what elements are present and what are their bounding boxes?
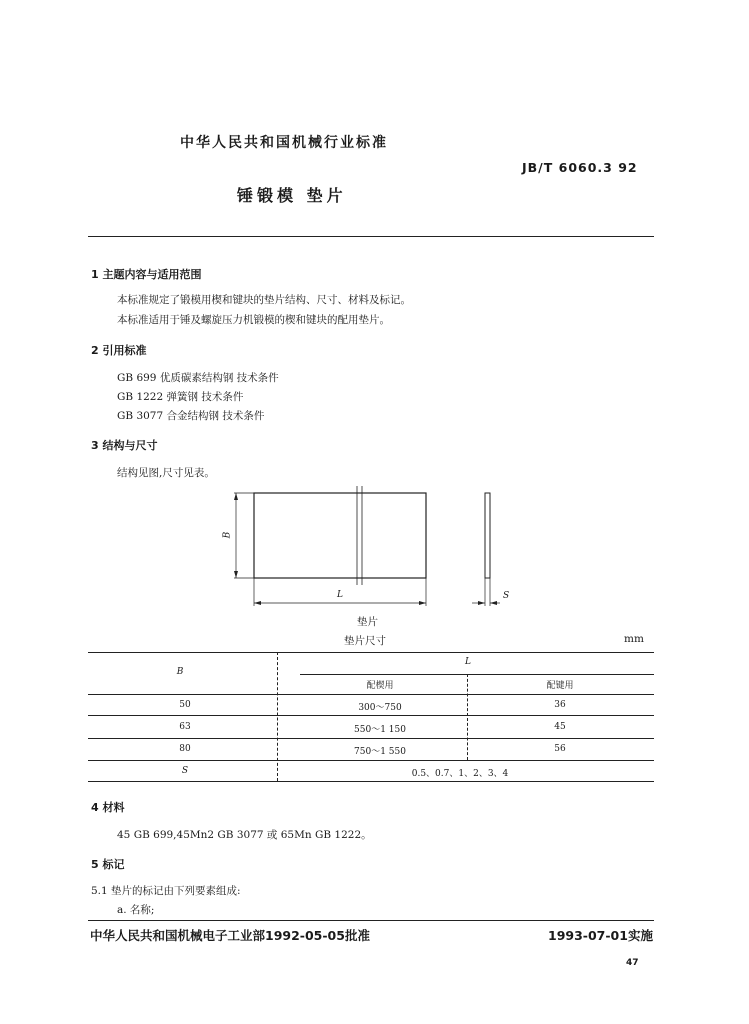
figure-label-b: B xyxy=(222,531,233,539)
section-5-heading: 5 标记 xyxy=(91,858,125,871)
section-1-paragraph-2: 本标准适用于锤及螺旋压力机锻模的楔和键块的配用垫片。 xyxy=(117,314,390,326)
table-cell-b: 80 xyxy=(179,744,191,754)
table-row-rule xyxy=(88,738,654,739)
section-4-heading: 4 材料 xyxy=(91,801,125,814)
footer-rule xyxy=(88,920,654,921)
section-1-paragraph-1: 本标准规定了锻模用楔和键块的垫片结构、尺寸、材料及标记。 xyxy=(117,294,411,306)
table-caption: 垫片尺寸 xyxy=(344,635,386,647)
figure-caption: 垫片 xyxy=(357,616,378,628)
reference-item: GB 699 优质碳素结构钢 技术条件 xyxy=(117,372,279,384)
approval-text: 中华人民共和国机械电子工业部1992-05-05批准 xyxy=(90,928,370,943)
org-title: 中华人民共和国机械行业标准 xyxy=(180,135,388,151)
table-cell-key: 36 xyxy=(554,700,566,710)
table-header-b: B xyxy=(176,667,184,677)
table-subhead-rule xyxy=(300,674,654,675)
plate-front-view xyxy=(254,493,426,578)
table-cell-b: 50 xyxy=(179,700,191,710)
section-3-paragraph: 结构见图,尺寸见表。 xyxy=(117,467,215,479)
section-5-item-a: a. 名称; xyxy=(117,904,155,916)
effective-date: 1993-07-01实施 xyxy=(548,928,653,943)
table-head-rule xyxy=(88,694,654,695)
section-4-text: 45 GB 699,45Mn2 GB 3077 或 65Mn GB 1222。 xyxy=(117,829,372,841)
table-header-l: L xyxy=(465,657,471,667)
figure-label-s: S xyxy=(503,591,510,601)
reference-item: GB 3077 合金结构钢 技术条件 xyxy=(117,410,265,422)
table-cell-wedge: 550～1 150 xyxy=(354,725,406,735)
document-title: 锤锻模 垫片 xyxy=(237,186,347,205)
table-cell-b: 63 xyxy=(179,722,191,732)
figure-label-l: L xyxy=(337,590,343,600)
section-2-heading: 2 引用标准 xyxy=(91,344,147,357)
section-3-heading: 3 结构与尺寸 xyxy=(91,439,158,452)
section-1-heading: 1 主题内容与适用范围 xyxy=(91,268,202,281)
table-column-divider xyxy=(467,674,468,760)
table-cell-wedge: 300～750 xyxy=(358,703,402,713)
table-row-rule xyxy=(88,760,654,761)
table-subheader-key: 配键用 xyxy=(546,681,574,691)
plate-side-view xyxy=(485,493,490,578)
table-cell-wedge: 750～1 550 xyxy=(354,747,406,757)
reference-item: GB 1222 弹簧钢 技术条件 xyxy=(117,391,244,403)
table-bottom-rule xyxy=(88,781,654,782)
table-cell-s-values: 0.5、0.7、1、2、3、4 xyxy=(411,769,509,779)
section-5-1-text: 5.1 垫片的标记由下列要素组成: xyxy=(91,885,241,897)
table-column-divider xyxy=(277,652,278,781)
table-subheader-wedge: 配楔用 xyxy=(366,681,394,691)
table-cell-s-label: S xyxy=(181,766,189,776)
page-number: 47 xyxy=(626,958,639,968)
table-cell-key: 45 xyxy=(554,722,566,732)
table-unit: mm xyxy=(624,633,644,645)
table-row-rule xyxy=(88,715,654,716)
table-cell-key: 56 xyxy=(554,744,566,754)
table-top-rule xyxy=(88,652,654,653)
standard-number: JB/T 6060.3 92 xyxy=(522,160,638,175)
